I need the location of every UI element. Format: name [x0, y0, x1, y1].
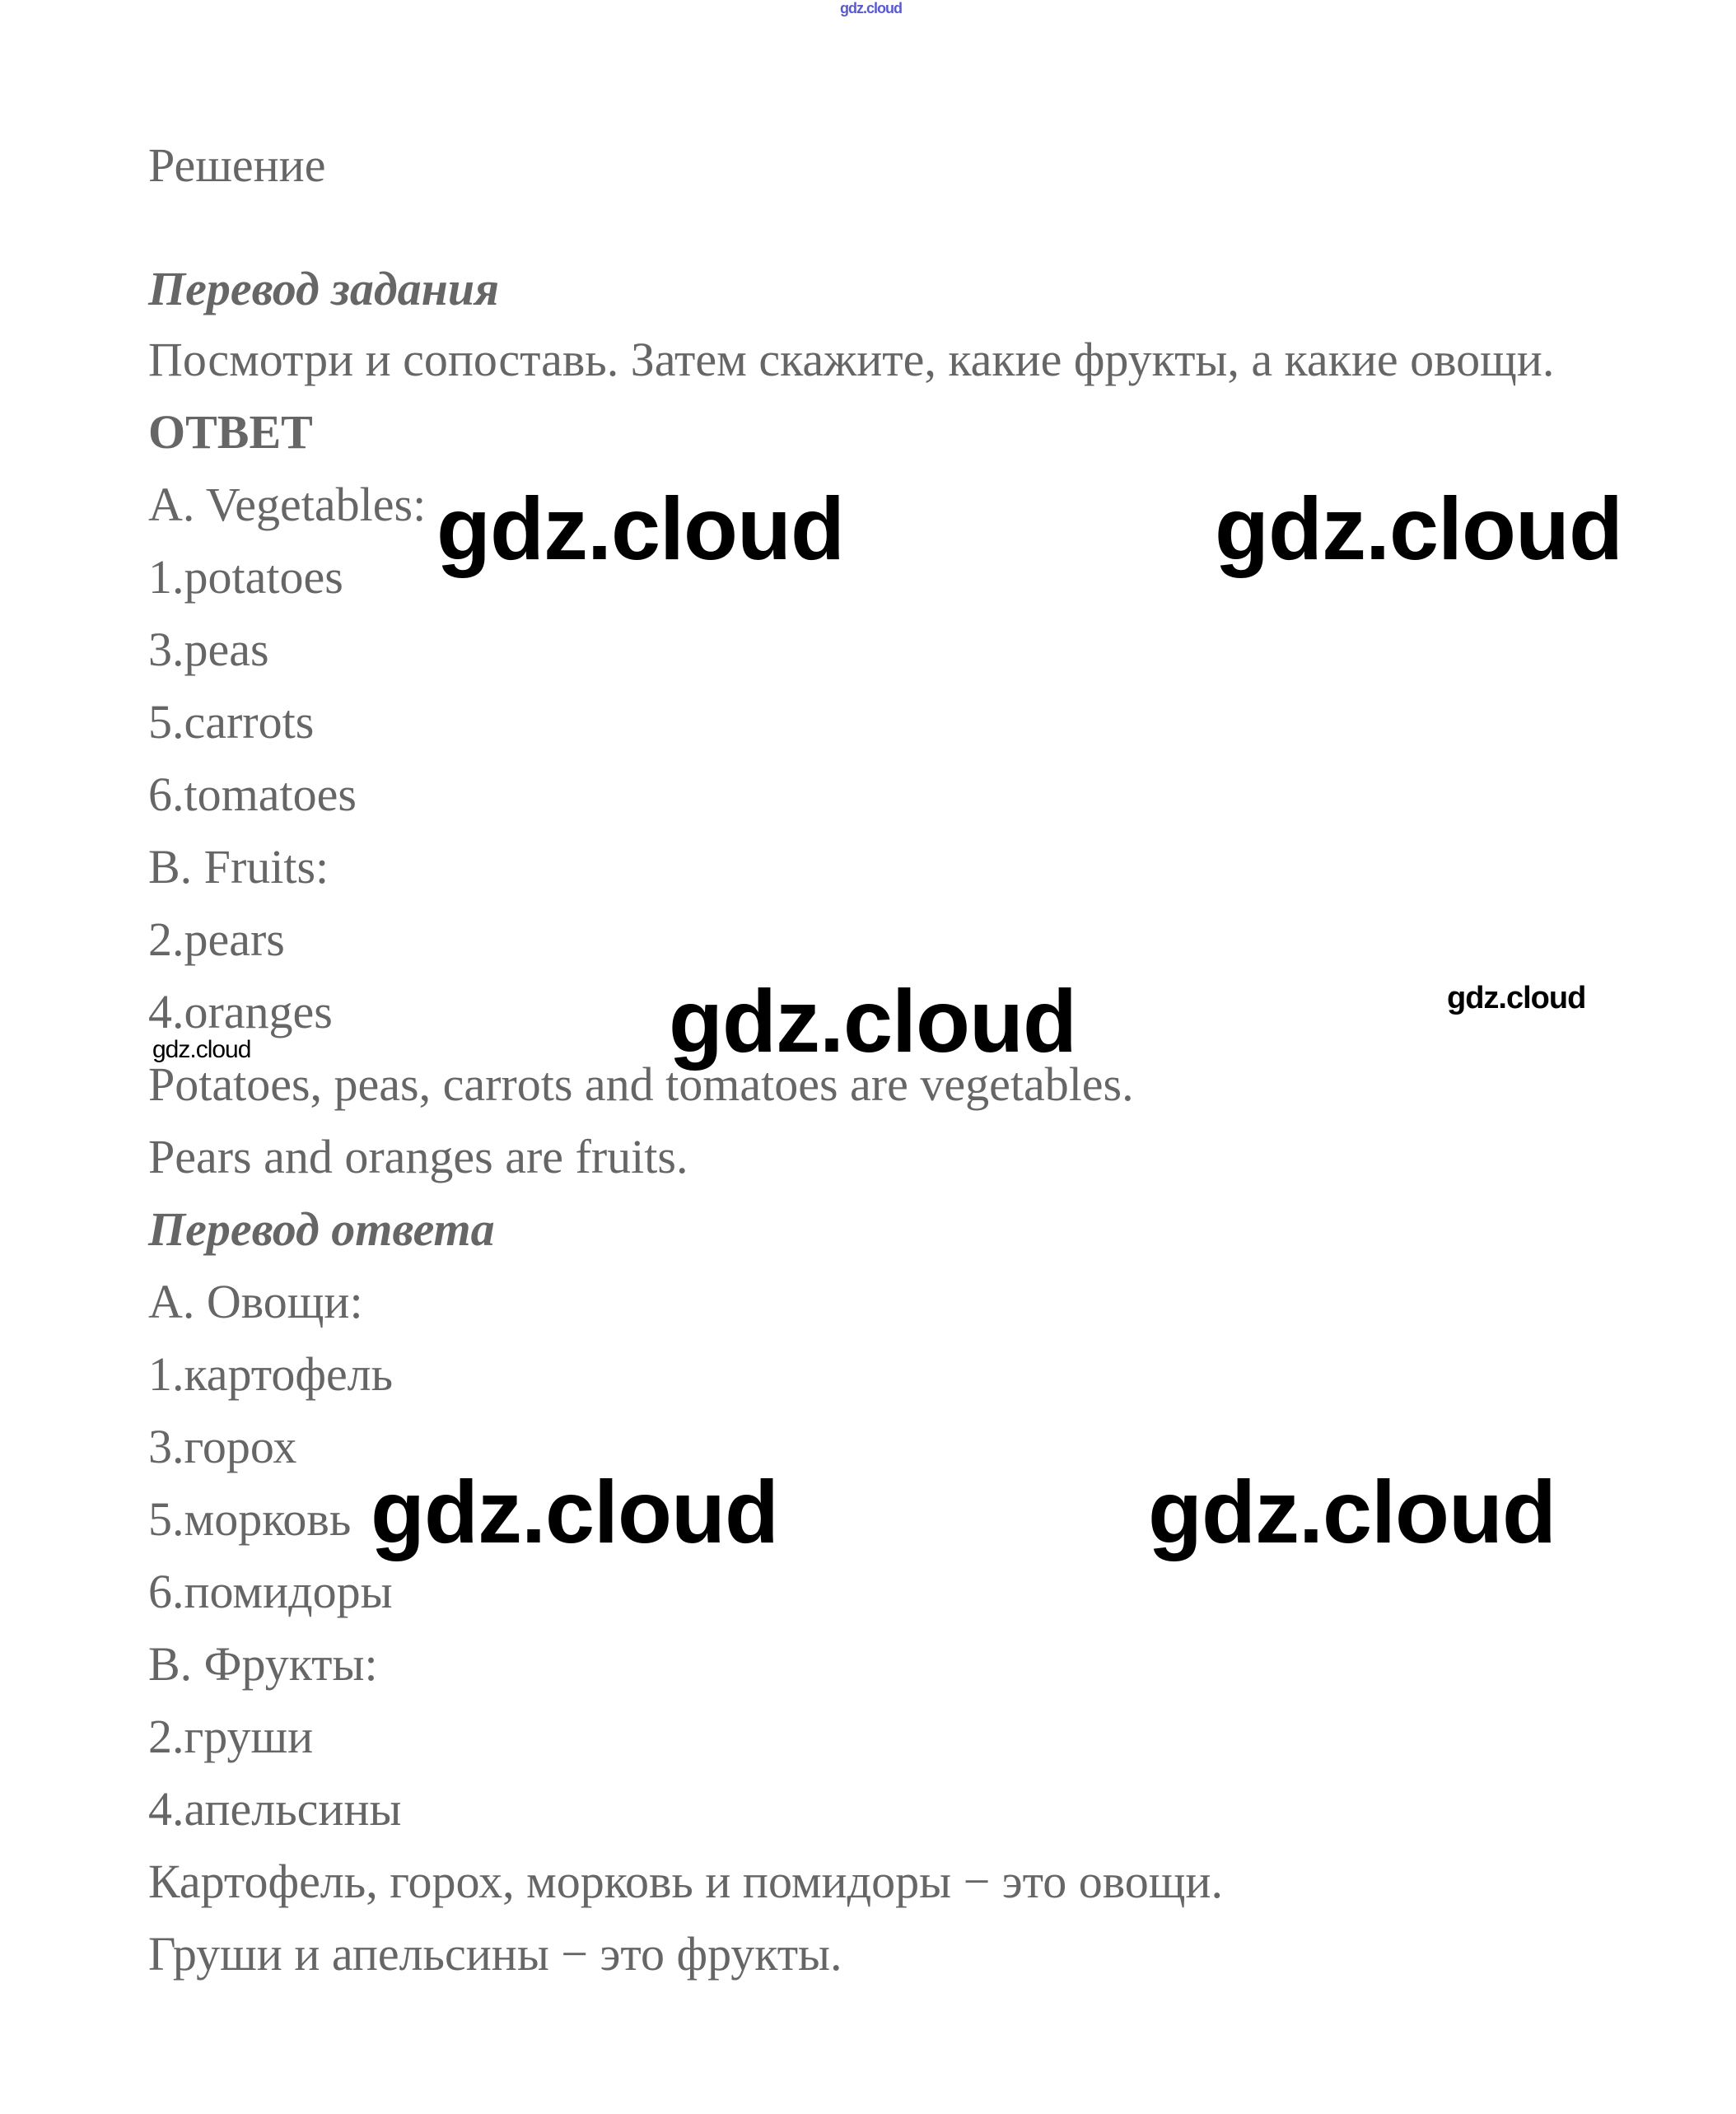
answer-line: 2.pears: [148, 912, 285, 966]
answer-line: 5.carrots: [148, 695, 315, 749]
answer-line: 1.potatoes: [148, 550, 343, 604]
answer-heading: ОТВЕТ: [148, 405, 313, 459]
translation-line: Картофель, горох, морковь и помидоры − это овощи.: [148, 1855, 1223, 1908]
answer-line: 4.oranges: [148, 985, 333, 1038]
watermark: gdz.cloud: [1215, 478, 1622, 578]
answer-line: 6.tomatoes: [148, 768, 357, 821]
translation-line: Груши и апельсины − это фрукты.: [148, 1927, 842, 1981]
translation-line: 5.морковь: [148, 1492, 352, 1546]
watermark: gdz.cloud: [152, 1036, 251, 1063]
watermark: gdz.cloud: [1447, 981, 1586, 1015]
translation-line: 4.апельсины: [148, 1782, 402, 1836]
answer-line: B. Fruits:: [148, 840, 329, 894]
watermark: gdz.cloud: [436, 478, 844, 578]
answer-line: 3.peas: [148, 623, 269, 676]
task-text: Посмотри и сопоставь. Затем скажите, какие фрукты, а какие овощи.: [148, 333, 1555, 386]
translation-line: A. Овощи:: [148, 1275, 363, 1328]
watermark: gdz.cloud: [1148, 1462, 1556, 1561]
watermark: gdz.cloud: [371, 1462, 778, 1561]
translation-line: 6.помидоры: [148, 1565, 393, 1618]
translation-line: B. Фрукты:: [148, 1637, 378, 1691]
translation-line: 1.картофель: [148, 1347, 394, 1401]
translation-line: 3.горох: [148, 1420, 297, 1473]
task-heading: Перевод задания: [148, 262, 499, 315]
page-title: Решение: [148, 138, 326, 192]
answer-line: A. Vegetables:: [148, 478, 427, 531]
answer-line: Pears and oranges are fruits.: [148, 1130, 688, 1183]
translation-line: 2.груши: [148, 1710, 314, 1763]
watermark: gdz.cloud: [669, 971, 1076, 1071]
translation-heading: Перевод ответа: [148, 1202, 495, 1256]
top-watermark: gdz.cloud: [840, 0, 902, 16]
answer-line: Potatoes, peas, carrots and tomatoes are vegetables.: [148, 1057, 1134, 1111]
